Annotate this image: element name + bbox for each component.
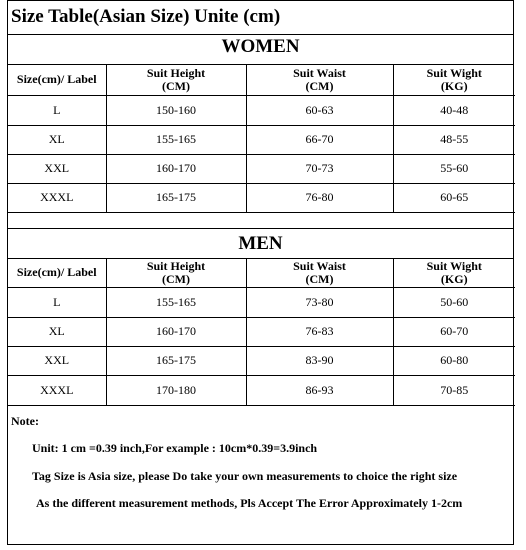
table-row bbox=[8, 375, 515, 405]
size-cell: L bbox=[8, 287, 106, 317]
label-column-header bbox=[8, 259, 106, 287]
weight-column-unit: (KG) bbox=[440, 271, 468, 286]
size-cell: XXL bbox=[8, 346, 106, 375]
waist-column-unit: (CM) bbox=[305, 78, 334, 93]
weight-cell: 70-85 bbox=[393, 375, 515, 405]
height-column-title: Suit Height bbox=[146, 65, 206, 80]
height-column-header bbox=[106, 65, 246, 95]
waist-column-unit: (CM) bbox=[305, 271, 334, 286]
women-header-row bbox=[8, 65, 515, 95]
weight-cell: 60-80 bbox=[393, 346, 515, 375]
height-cell: 170-180 bbox=[106, 375, 246, 405]
waist-column-header bbox=[246, 259, 393, 287]
size-table-title: Size Table(Asian Size) Unite (cm) bbox=[8, 1, 513, 35]
height-column-title: Suit Height bbox=[146, 258, 206, 273]
weight-column-title: Suit Wight bbox=[426, 258, 482, 273]
table-row bbox=[8, 317, 515, 346]
weight-cell: 60-65 bbox=[393, 183, 515, 212]
size-cell: XXXL bbox=[8, 183, 106, 212]
height-cell: 155-165 bbox=[106, 125, 246, 154]
waist-cell: 76-83 bbox=[246, 317, 393, 346]
weight-cell: 60-70 bbox=[393, 317, 515, 346]
waist-cell: 76-80 bbox=[246, 183, 393, 212]
height-column-unit: (CM) bbox=[162, 78, 190, 93]
waist-column-title: Suit Waist bbox=[293, 258, 346, 273]
waist-column-header bbox=[246, 65, 393, 95]
waist-cell: 86-93 bbox=[246, 375, 393, 405]
measurement-error-note: As the different measurement methods, Pls Accept The Error Approximately 1-2cm bbox=[36, 496, 463, 510]
tag-size-note: Tag Size is Asia size, please Do take your own measurements to choice the right size bbox=[32, 469, 458, 483]
notes-label: Note: bbox=[11, 414, 39, 428]
waist-cell: 60-63 bbox=[246, 95, 393, 125]
waist-cell: 73-80 bbox=[246, 287, 393, 317]
table-row bbox=[8, 95, 515, 125]
waist-column-title: Suit Waist bbox=[293, 65, 346, 80]
men-heading: MEN bbox=[8, 229, 513, 259]
table-row bbox=[8, 154, 515, 183]
size-cell: L bbox=[8, 95, 106, 125]
weight-cell: 40-48 bbox=[393, 95, 515, 125]
label-column-text: Size(cm)/ Label bbox=[16, 265, 97, 280]
height-cell: 160-170 bbox=[106, 317, 246, 346]
waist-cell: 70-73 bbox=[246, 154, 393, 183]
women-size-table bbox=[8, 65, 515, 213]
table-row bbox=[8, 183, 515, 212]
size-cell: XL bbox=[8, 317, 106, 346]
weight-column-header bbox=[393, 259, 515, 287]
weight-cell: 48-55 bbox=[393, 125, 515, 154]
height-cell: 165-175 bbox=[106, 346, 246, 375]
men-size-table bbox=[8, 259, 515, 406]
table-row bbox=[8, 287, 515, 317]
label-column-text: Size(cm)/ Label bbox=[16, 72, 97, 87]
weight-cell: 55-60 bbox=[393, 154, 515, 183]
height-cell: 160-170 bbox=[106, 154, 246, 183]
size-cell: XXL bbox=[8, 154, 106, 183]
height-cell: 155-165 bbox=[106, 287, 246, 317]
height-cell: 165-175 bbox=[106, 183, 246, 212]
height-column-unit: (CM) bbox=[162, 271, 190, 286]
unit-note: Unit: 1 cm =0.39 inch,For example : 10cm*0.39=3.9inch bbox=[32, 441, 318, 455]
size-cell: XXXL bbox=[8, 375, 106, 405]
table-row bbox=[8, 125, 515, 154]
size-table-sheet bbox=[7, 0, 514, 545]
men-header-row bbox=[8, 259, 515, 287]
waist-cell: 66-70 bbox=[246, 125, 393, 154]
weight-column-title: Suit Wight bbox=[426, 65, 482, 80]
section-divider bbox=[8, 214, 513, 229]
women-heading: WOMEN bbox=[8, 35, 513, 65]
table-row bbox=[8, 346, 515, 375]
height-column-header bbox=[106, 259, 246, 287]
weight-cell: 50-60 bbox=[393, 287, 515, 317]
waist-cell: 83-90 bbox=[246, 346, 393, 375]
label-column-header bbox=[8, 65, 106, 95]
height-cell: 150-160 bbox=[106, 95, 246, 125]
weight-column-unit: (KG) bbox=[440, 78, 468, 93]
weight-column-header bbox=[393, 65, 515, 95]
size-cell: XL bbox=[8, 125, 106, 154]
